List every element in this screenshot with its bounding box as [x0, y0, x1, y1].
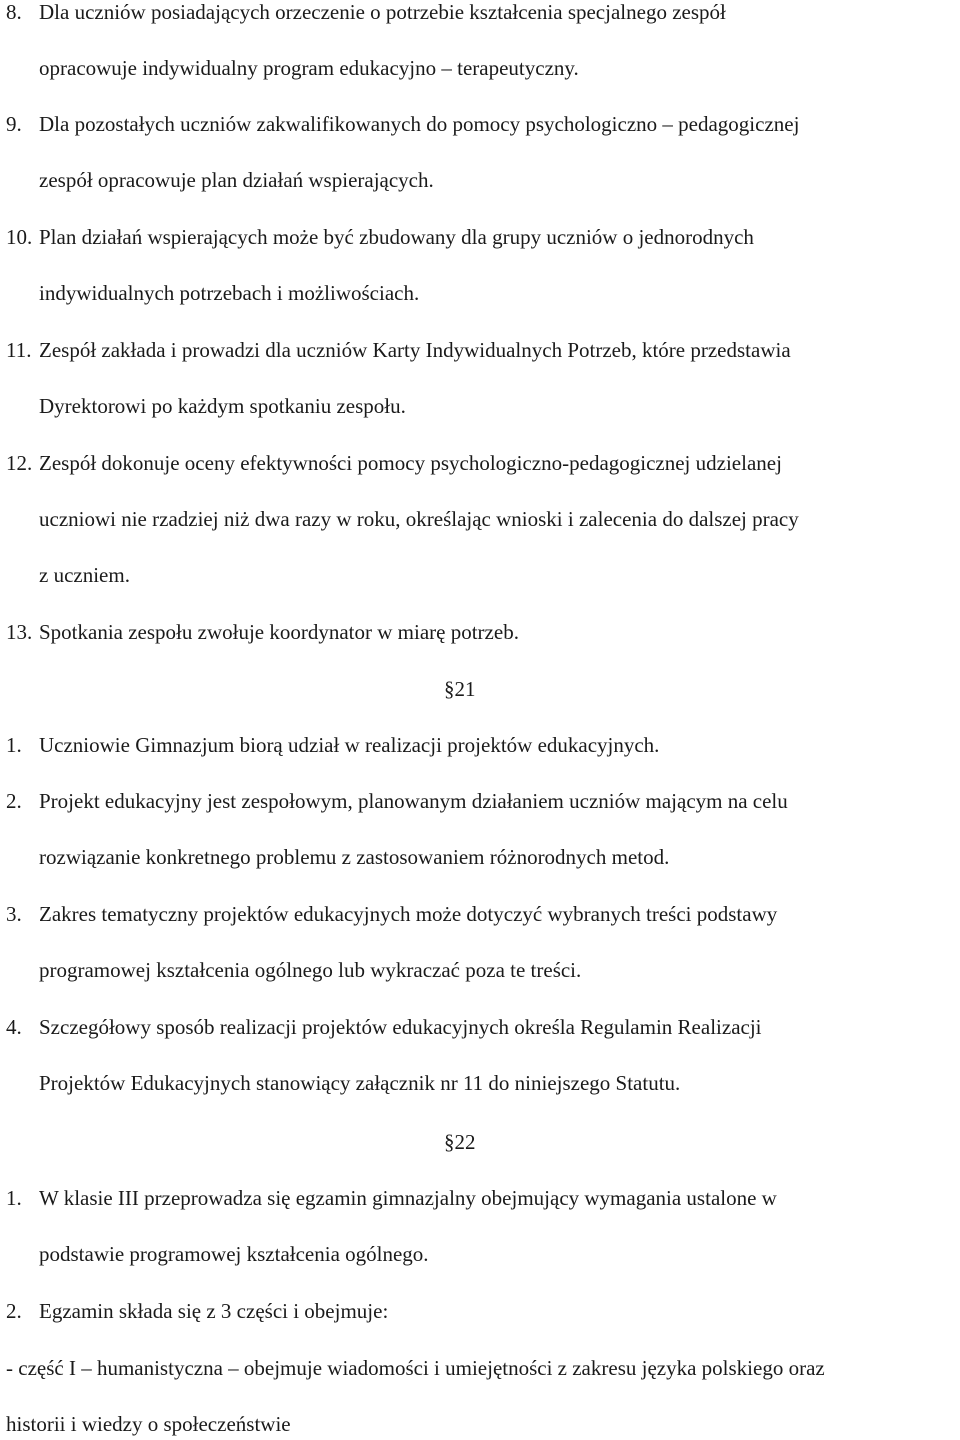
- item-text-line: podstawie programowej kształcenia ogólnego.: [39, 1242, 429, 1266]
- section-heading-22: §22: [444, 1130, 476, 1154]
- item-text-line: opracowuje indywidualny program edukacyjno – terapeutyczny.: [39, 56, 579, 80]
- item-text-line: Zakres tematyczny projektów edukacyjnych może dotyczyć wybranych treści podstawy: [39, 902, 778, 926]
- item-text-line: Projektów Edukacyjnych stanowiący załącznik nr 11 do niniejszego Statutu.: [39, 1071, 681, 1095]
- item-number: 10.: [6, 225, 33, 249]
- item-text-line: Projekt edukacyjny jest zespołowym, planowanym działaniem uczniów mającym na celu: [39, 789, 788, 813]
- item-text-line: Egzamin składa się z 3 części i obejmuje:: [39, 1299, 389, 1323]
- item-text-line: indywidualnych potrzebach i możliwościach.: [39, 281, 420, 305]
- item-number: 8.: [6, 0, 22, 24]
- item-text-line: zespół opracowuje plan działań wspierających.: [39, 168, 434, 192]
- item-text-line: - część I – humanistyczna – obejmuje wiadomości i umiejętności z zakresu języka polskiego oraz: [6, 1356, 825, 1380]
- item-number: 2.: [6, 789, 22, 813]
- item-text-line: Szczegółowy sposób realizacji projektów edukacyjnych określa Regulamin Realizacji: [39, 1015, 762, 1039]
- item-number: 3.: [6, 902, 22, 926]
- item-number: 11.: [6, 338, 32, 362]
- item-number: 1.: [6, 1186, 22, 1210]
- item-text-line: z uczniem.: [39, 563, 130, 587]
- item-number: 2.: [6, 1299, 22, 1323]
- item-number: 13.: [6, 620, 33, 644]
- item-text-line: rozwiązanie konkretnego problemu z zastosowaniem różnorodnych metod.: [39, 845, 670, 869]
- item-text-line: Dla uczniów posiadających orzeczenie o potrzebie kształcenia specjalnego zespół: [39, 0, 726, 24]
- item-text-line: programowej kształcenia ogólnego lub wykraczać poza te treści.: [39, 958, 582, 982]
- item-text-line: Zespół zakłada i prowadzi dla uczniów Karty Indywidualnych Potrzeb, które przedstawia: [39, 338, 791, 362]
- item-text-line: historii i wiedzy o społeczeństwie: [6, 1412, 291, 1436]
- item-text-line: Dyrektorowi po każdym spotkaniu zespołu.: [39, 394, 406, 418]
- item-number: 1.: [6, 733, 22, 757]
- item-number: 4.: [6, 1015, 22, 1039]
- item-text-line: Spotkania zespołu zwołuje koordynator w miarę potrzeb.: [39, 620, 519, 644]
- item-text-line: Uczniowie Gimnazjum biorą udział w realizacji projektów edukacyjnych.: [39, 733, 660, 757]
- item-text-line: W klasie III przeprowadza się egzamin gimnazjalny obejmujący wymagania ustalone w: [39, 1186, 777, 1210]
- item-text-line: Plan działań wspierających może być zbudowany dla grupy uczniów o jednorodnych: [39, 225, 754, 249]
- item-text-line: uczniowi nie rzadziej niż dwa razy w roku, określając wnioski i zalecenia do dalszej pracy: [39, 507, 799, 531]
- item-text-line: Dla pozostałych uczniów zakwalifikowanych do pomocy psychologiczno – pedagogicznej: [39, 112, 800, 136]
- item-number: 9.: [6, 112, 22, 136]
- section-heading-21: §21: [444, 677, 476, 701]
- item-text-line: Zespół dokonuje oceny efektywności pomocy psychologiczno-pedagogicznej udzielanej: [39, 451, 782, 475]
- item-number: 12.: [6, 451, 33, 475]
